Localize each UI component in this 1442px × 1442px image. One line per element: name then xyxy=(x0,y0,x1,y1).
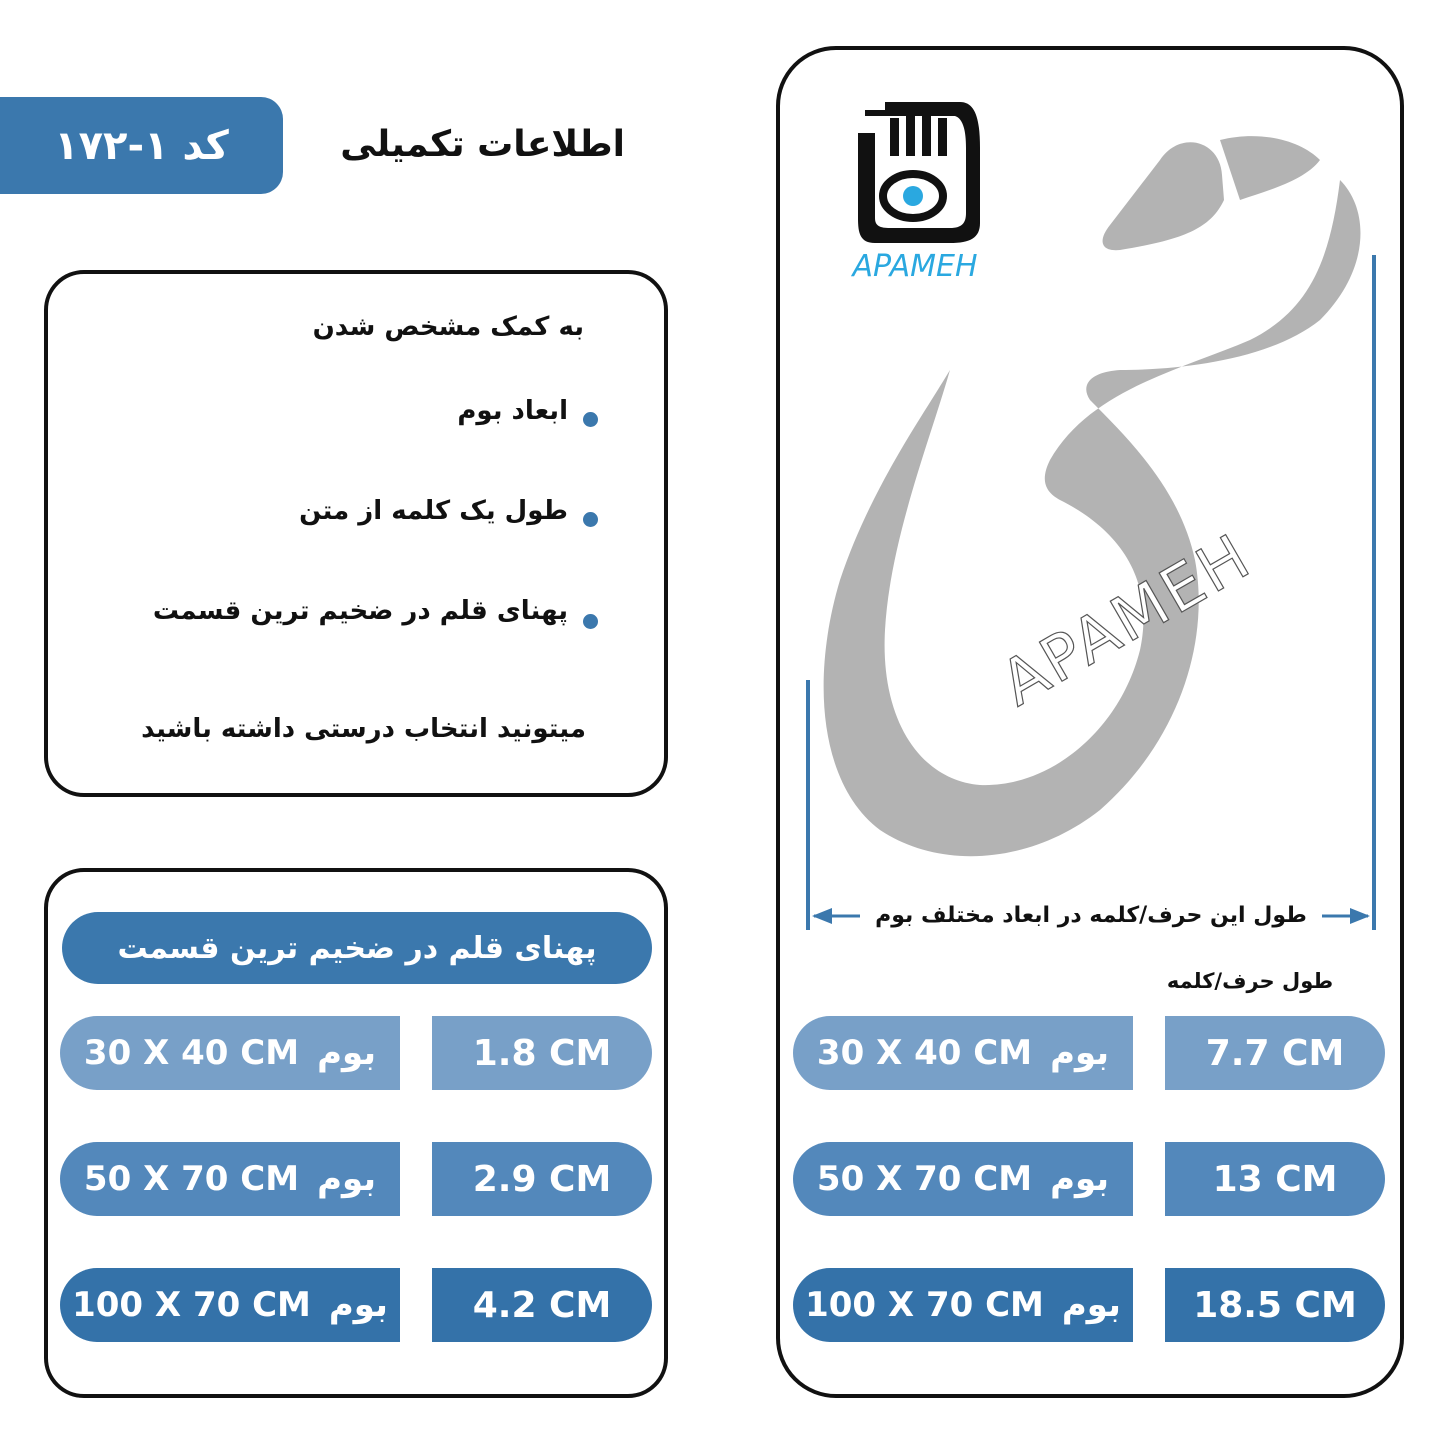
canvas-size-value: 30 X 40 CM xyxy=(83,1033,300,1073)
arrow-left-icon xyxy=(812,908,832,924)
dimension-line-left xyxy=(806,680,810,930)
bullet-dot-icon xyxy=(583,614,598,629)
dimension-line-right xyxy=(1372,255,1376,930)
length-value-2: 13 CM xyxy=(1165,1142,1385,1216)
pen-canvas-size-1 xyxy=(60,1016,400,1090)
logo-eye-iris xyxy=(903,186,923,206)
len-canvas-size-2 xyxy=(793,1142,1133,1216)
pen-width-value-2: 2.9 CM xyxy=(432,1142,652,1216)
canvas-word: بوم xyxy=(1061,1285,1121,1325)
pen-width-value-3: 4.2 CM xyxy=(432,1268,652,1342)
product-code-badge: کد ۱-۱۷۲ xyxy=(0,97,283,194)
bullet-dot-icon xyxy=(583,412,598,427)
calligraphy-dot xyxy=(1103,142,1224,250)
length-value-3: 18.5 CM xyxy=(1165,1268,1385,1342)
watermark-text: APAMEH xyxy=(988,518,1264,720)
canvas-size-value: 30 X 40 CM xyxy=(816,1033,1033,1073)
logo-finger xyxy=(906,114,915,156)
calligraphy-top-dot xyxy=(1220,136,1320,200)
canvas-size-value: 100 X 70 CM xyxy=(805,1285,1044,1325)
page-title: اطلاعات تکمیلی xyxy=(340,124,625,165)
dimension-caption: طول این حرف/کلمه در ابعاد مختلف بوم xyxy=(860,898,1322,934)
len-canvas-size-3 xyxy=(793,1268,1133,1342)
length-value-1: 7.7 CM xyxy=(1165,1016,1385,1090)
canvas-size-value: 100 X 70 CM xyxy=(72,1285,311,1325)
logo-finger xyxy=(890,118,899,156)
apameh-logo xyxy=(830,88,1000,288)
canvas-size-value: 50 X 70 CM xyxy=(83,1159,300,1199)
len-canvas-size-1 xyxy=(793,1016,1133,1090)
canvas-word: بوم xyxy=(1050,1159,1110,1199)
logo-text: APAMEH xyxy=(852,249,978,284)
bullet-dot-icon xyxy=(583,512,598,527)
pen-width-title: پهنای قلم در ضخیم ترین قسمت xyxy=(62,912,652,984)
length-caption: طول حرف/کلمه xyxy=(1166,969,1334,993)
logo-finger xyxy=(922,114,931,156)
pen-canvas-size-2 xyxy=(60,1142,400,1216)
canvas-word: بوم xyxy=(328,1285,388,1325)
pen-width-value-1: 1.8 CM xyxy=(432,1016,652,1090)
canvas-word: بوم xyxy=(317,1033,377,1073)
arrow-right-icon xyxy=(1350,908,1370,924)
info-bullet-2: طول یک کلمه از متن xyxy=(299,496,568,526)
info-panel xyxy=(44,270,668,797)
canvas-word: بوم xyxy=(317,1159,377,1199)
info-bullet-1: ابعاد بوم xyxy=(457,396,568,426)
canvas-word: بوم xyxy=(1050,1033,1110,1073)
info-intro: به کمک مشخص شدن xyxy=(312,312,584,342)
pen-canvas-size-3 xyxy=(60,1268,400,1342)
info-outro: میتونید انتخاب درستی داشته باشید xyxy=(141,714,586,744)
canvas-size-value: 50 X 70 CM xyxy=(816,1159,1033,1199)
logo-finger xyxy=(938,118,947,156)
info-bullet-3: پهنای قلم در ضخیم ترین قسمت xyxy=(152,596,568,626)
